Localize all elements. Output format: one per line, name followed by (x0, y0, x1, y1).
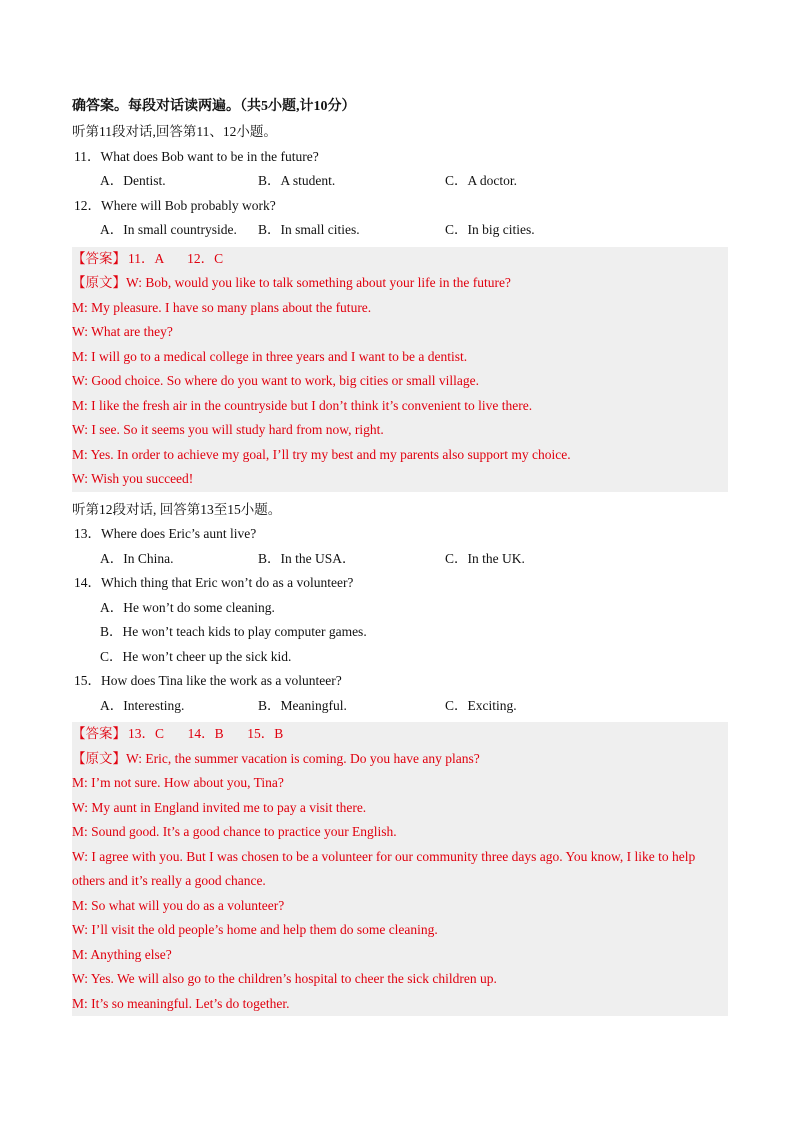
option-b: B．A student. (258, 173, 336, 188)
option-a: A．He won’t do some cleaning. (100, 599, 275, 615)
transcript-line: W: Good choice. So where do you want to work, big cities or small village. (72, 373, 480, 388)
transcript-text: W: Eric, the summer vacation is coming. Do you have any plans? (126, 750, 480, 766)
question-12-options (72, 218, 728, 243)
answer-text: 13．C 14．B 15．B (128, 726, 284, 741)
question-12: 12．Where will Bob probably work? (74, 197, 276, 213)
transcript-line: W: Yes. We will also go to the children’s hospital to cheer the sick children up. (72, 971, 497, 986)
dialogue-12-intro: 听第12段对话, 回答第13至15小题。 (72, 501, 282, 517)
option-a: A．In China. (100, 550, 174, 566)
answer-line (72, 247, 728, 272)
transcript-line: W: My aunt in England invited me to pay a visit there. (72, 799, 367, 815)
option-b: B．In the USA． (258, 550, 356, 566)
transcript-line: M: My pleasure. I have so many plans about the future. (72, 299, 372, 315)
answer-block-2 (72, 722, 728, 1016)
transcript-line: M: I’m not sure. How about you, Tina? (72, 775, 284, 790)
section-heading: 确答案。每段对话读两遍。（共5小题,计10分） (72, 99, 356, 114)
transcript-line: M: Anything else? (72, 946, 172, 962)
transcript-tag: 【原文】 (72, 275, 126, 290)
transcript-line (72, 747, 728, 772)
question-15-options (72, 694, 728, 719)
transcript-tag: 【原文】 (72, 750, 126, 766)
answer-tag: 【答案】 (72, 726, 126, 741)
question-13: 13．Where does Eric’s aunt live? (74, 526, 257, 541)
transcript-line: M: I like the fresh air in the countryside but I don’t think it’s convenient to live there. (72, 397, 533, 413)
question-13-options (72, 547, 728, 572)
question-11: 11．What does Bob want to be in the future? (74, 148, 319, 164)
option-c: C．A doctor. (445, 173, 518, 188)
answer-tag: 【答案】 (72, 250, 126, 266)
option-c: C．He won’t cheer up the sick kid. (100, 648, 292, 664)
transcript-line (72, 271, 728, 296)
answer-line (72, 722, 728, 747)
transcript-line: M: Yes. In order to achieve my goal, I’ll try my best and my parents also support my choice. (72, 446, 571, 462)
answer-text: 11．A 12．C (128, 250, 224, 266)
question-11-options (72, 169, 728, 194)
dialogue-11-intro: 听第11段对话,回答第11、12小题。 (72, 124, 277, 139)
transcript-line: M: So what will you do as a volunteer? (72, 897, 285, 913)
option-b: B．In small cities. (258, 222, 360, 237)
option-c: C．In big cities. (445, 222, 535, 237)
question-15: 15．How does Tina like the work as a volunteer? (74, 673, 342, 688)
answer-block-1 (72, 247, 728, 492)
option-a: A．Interesting. (100, 697, 185, 713)
document-page (72, 94, 728, 1022)
transcript-line: M: It’s so meaningful. Let’s do together. (72, 995, 290, 1011)
option-b: B．Meaningful. (258, 697, 347, 713)
transcript-line: W: Wish you succeed! (72, 471, 194, 486)
option-c: C．In the UK. (445, 550, 525, 566)
transcript-line: M: Sound good. It’s a good chance to practice your English. (72, 824, 397, 839)
transcript-text: W: Bob, would you like to talk something about your life in the future? (126, 275, 511, 290)
transcript-line: W: I see. So it seems you will study hard from now, right. (72, 422, 384, 437)
transcript-line: M: I will go to a medical college in three years and I want to be a dentist. (72, 348, 468, 364)
transcript-line: W: I agree with you. But I was chosen to be a volunteer for our community three days ago. You know, I like to help others and it’s really a good chance. (72, 848, 696, 888)
option-a: A．In small countryside. (100, 222, 237, 237)
question-14: 14．Which thing that Eric won’t do as a volunteer? (74, 575, 354, 590)
option-a: A．Dentist. (100, 173, 166, 188)
transcript-line: W: What are they? (72, 324, 173, 339)
transcript-line: W: I’ll visit the old people’s home and help them do some cleaning. (72, 922, 438, 937)
option-b: B．He won’t teach kids to play computer games. (100, 624, 367, 639)
option-c: C．Exciting. (445, 697, 517, 713)
